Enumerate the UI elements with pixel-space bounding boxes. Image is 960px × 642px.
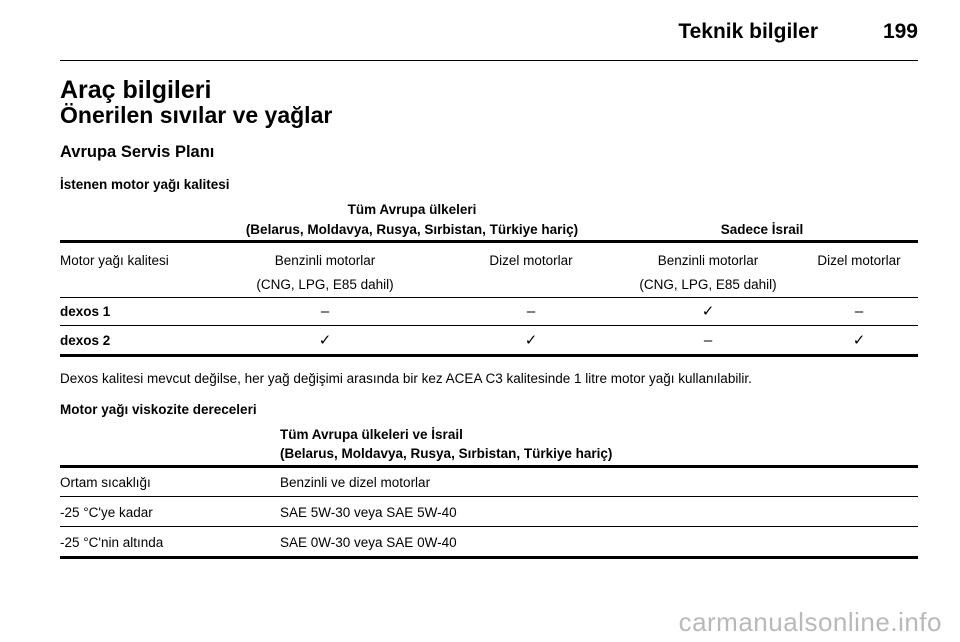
table1-bottom-rule <box>60 354 918 357</box>
table1-cell: – <box>854 303 864 320</box>
watermark-text: carmanualsonline.info <box>678 607 942 637</box>
section-heading: Avrupa Servis Planı <box>60 143 215 161</box>
table2-heading: Motor yağı viskozite dereceleri <box>60 402 257 417</box>
table1-cell: – <box>320 303 330 320</box>
table2-bottom-rule <box>60 556 918 559</box>
table1-row-label: dexos 1 <box>60 304 111 319</box>
section-title: Teknik bilgiler <box>678 20 818 43</box>
page-number: 199 <box>882 20 918 43</box>
table2-group-label-line2: (Belarus, Moldavya, Rusya, Sırbistan, Türkiye hariç) <box>280 446 613 461</box>
table2-col-header-temp: Ortam sıcaklığı <box>60 475 151 490</box>
table1-col-header-quality: Motor yağı kalitesi <box>60 253 169 268</box>
table1-cell: ✓ <box>318 332 332 349</box>
table1-col-header-diesel: Dizel motorlar <box>489 253 573 268</box>
table2-col-header-engines: Benzinli ve dizel motorlar <box>280 475 431 490</box>
table1-israel-label: Sadece İsrail <box>720 222 804 237</box>
dexos-note: Dexos kalitesi mevcut değilse, her yağ değişimi arasında bir kez ACEA C3 kalitesinde 1 litre motor yağı kullanılabilir. <box>60 371 752 386</box>
table1-heading: İstenen motor yağı kalitesi <box>60 177 230 192</box>
table1-cell: – <box>526 303 536 320</box>
table2-row-oil: SAE 5W-30 veya SAE 5W-40 <box>280 505 457 520</box>
table1-header-rule <box>60 297 918 298</box>
table1-cell: ✓ <box>852 332 866 349</box>
table1-cell: ✓ <box>701 303 715 320</box>
table2-row-temp: -25 °C'nin altında <box>60 535 164 550</box>
table1-col-header-israel-petrol: Benzinli motorlar <box>657 253 759 268</box>
table1-col-header-petrol-note: (CNG, LPG, E85 dahil) <box>256 277 394 292</box>
table1-cell: ✓ <box>524 332 538 349</box>
table1-cell: – <box>703 332 713 349</box>
table1-group-label-line2: (Belarus, Moldavya, Rusya, Sırbistan, Türkiye hariç) <box>245 222 579 237</box>
table2-group-label-line1: Tüm Avrupa ülkeleri ve İsrail <box>280 427 463 442</box>
table1-col-header-israel-diesel: Dizel motorlar <box>817 253 901 268</box>
table2-row-rule <box>60 526 918 527</box>
table1-col-header-petrol: Benzinli motorlar <box>274 253 376 268</box>
table2-top-rule <box>60 465 918 468</box>
table2-row-temp: -25 °C'ye kadar <box>60 505 153 520</box>
page-header <box>60 14 918 61</box>
table1-top-rule <box>60 240 918 243</box>
page-title: Araç bilgileri <box>60 76 212 104</box>
page-subtitle: Önerilen sıvılar ve yağlar <box>60 102 333 128</box>
table2-header-rule <box>60 496 918 497</box>
table1-row-rule <box>60 325 918 326</box>
table2-row-oil: SAE 0W-30 veya SAE 0W-40 <box>280 535 457 550</box>
table1-row-label: dexos 2 <box>60 333 111 348</box>
table1-col-header-israel-petrol-note: (CNG, LPG, E85 dahil) <box>639 277 777 292</box>
table1-group-label-line1: Tüm Avrupa ülkeleri <box>347 202 477 217</box>
